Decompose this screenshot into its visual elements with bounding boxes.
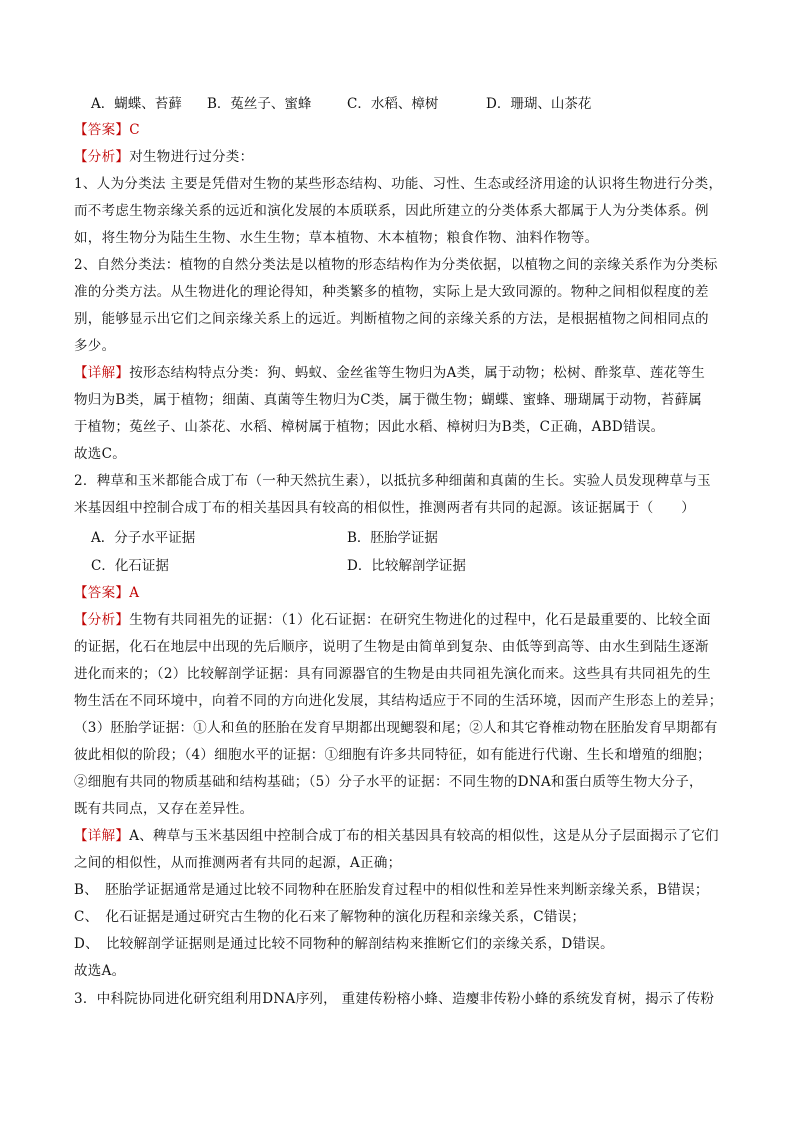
q2-stem-line: 米基因组中控制合成丁布的相关基因具有较高的相似性，推测两者有共同的起源。该证据属于（ ） — [74, 500, 695, 516]
q2-option-b: B．胚胎学证据 — [347, 530, 438, 546]
q1-analysis-line: 1、人为分类法 主要是凭借对生物的某些形态结构、功能、习性、生态或经济用途的认识将生物进行分类， — [74, 176, 723, 192]
analysis-first-line: 生物有共同祖先的证据：（1）化石证据：在研究生物进化的过程中，化石是最重要的、比较全面 — [129, 612, 711, 628]
q1-analysis-line: 准的分类方法。从生物进化的理论得知，种类繁多的植物，实际上是大致同源的。物种之间相似程度的差 — [74, 284, 709, 300]
q1-option-c: C．水稻、樟树 — [347, 96, 439, 112]
detail-tag: 【详解】 — [74, 365, 130, 381]
q2-option-a: A．分子水平证据 — [91, 530, 196, 546]
answer-value: C — [129, 122, 140, 138]
q1-answer — [74, 121, 734, 139]
q1-option-d: D．珊瑚、山茶花 — [486, 96, 592, 112]
q1-analysis-line: 别，能够显示出它们之间亲缘关系上的远近。判断植物之间的亲缘关系的方法，是根据植物之间相同点的 — [74, 311, 709, 327]
q2-answer — [74, 584, 734, 602]
q1-analysis-line: 而不考虑生物亲缘关系的远近和演化发展的本质联系，因此所建立的分类体系大都属于人为分类体系。例 — [74, 203, 709, 219]
q2-analysis-line: 的证据，化石在地层中出现的先后顺序，说明了生物是由简单到复杂、由低等到高等、由水生到陆生逐渐 — [74, 639, 709, 655]
q2-analysis-line: （3）胚胎学证据：①人和鱼的胚胎在发育早期都出现鳃裂和尾；②人和其它脊椎动物在胚胎发育早期都有 — [74, 720, 718, 736]
analysis-intro: 对生物进行过分类： — [129, 149, 254, 165]
q1-analysis-line: 如，将生物分为陆生生物、水生生物；草本植物、木本植物；粮食作物、油料作物等。 — [74, 230, 599, 246]
answer-tag: 【答案】 — [74, 122, 130, 138]
q1-conclusion: 故选C。 — [74, 446, 127, 462]
q1-option-a: A．蝴蝶、苔藓 — [91, 96, 182, 112]
q2-detail-line: 之间的相似性，从而推测两者有共同的起源，A正确； — [74, 855, 402, 871]
q2-analysis-line: 物生活在不同环境中，向着不同的方向进化发展，其结构适应于不同的生活环境，因而产生形态上的差异； — [74, 693, 723, 709]
q2-conclusion: 故选A。 — [74, 963, 126, 979]
q2-detail-heading — [74, 827, 734, 845]
q2-detail-line: D、 比较解剖学证据则是通过比较不同物种的解剖结构来推断它们的亲缘关系，D错误。 — [74, 936, 614, 952]
detail-first-line: A、稗草与玉米基因组中控制合成丁布的相关基因具有较高的相似性，这是从分子层面揭示了它们 — [129, 828, 719, 844]
q2-option-d: D．比较解剖学证据 — [347, 558, 466, 574]
q2-detail-line: B、 胚胎学证据通常是通过比较不同物种在胚胎发育过程中的相似性和差异性来判断亲缘关系，B错误； — [74, 882, 709, 898]
q2-analysis-line: 彼此相似的阶段；（4）细胞水平的证据：①细胞有许多共同特征，如有能进行代谢、生长和增殖的细胞； — [74, 747, 711, 763]
q1-analysis-heading — [74, 148, 734, 166]
q1-detail-line: 物归为B类，属于植物；细菌、真菌等生物归为C类，属于微生物；蝴蝶、蜜蜂、珊瑚属于动物，苔藓属 — [74, 392, 703, 408]
q1-option-b: B．菟丝子、蜜蜂 — [207, 96, 312, 112]
q2-analysis-line: 既有共同点，又存在差异性。 — [74, 801, 254, 817]
q2-analysis-line: ②细胞有共同的物质基础和结构基础；（5）分子水平的证据：不同生物的DNA和蛋白质等生物大分子， — [74, 774, 703, 790]
analysis-tag: 【分析】 — [74, 612, 130, 628]
q1-detail-line: 于植物；菟丝子、山茶花、水稻、樟树属于植物；因此水稻、樟树归为B类，C正确，ABD错误。 — [74, 419, 665, 435]
answer-value: A — [129, 585, 140, 601]
q1-analysis-line: 2、自然分类法：植物的自然分类法是以植物的形态结构作为分类依据，以植物之间的亲缘关系作为分类标 — [74, 257, 718, 273]
q2-analysis-heading — [74, 611, 734, 629]
detail-first-line: 按形态结构特点分类：狗、蚂蚁、金丝雀等生物归为A类，属于动物；松树、酢浆草、莲花等生 — [129, 365, 706, 381]
q2-stem-line: 2．稗草和玉米都能合成丁布（一种天然抗生素），以抵抗多种细菌和真菌的生长。实验人员发现稗草与玉 — [74, 473, 711, 489]
q1-analysis-line: 多少。 — [74, 338, 116, 354]
answer-tag: 【答案】 — [74, 585, 130, 601]
q2-option-c: C．化石证据 — [91, 558, 169, 574]
q2-detail-line: C、 化石证据是通过研究古生物的化石来了解物种的演化历程和亲缘关系，C错误； — [74, 909, 586, 925]
detail-tag: 【详解】 — [74, 828, 130, 844]
q3-stem-line: 3．中科院协同进化研究组利用DNA序列， 重建传粉榕小蜂、造瘿非传粉小蜂的系统发育树，揭示了传粉 — [74, 991, 715, 1007]
q1-detail-heading — [74, 364, 734, 382]
q2-analysis-line: 进化而来的；（2）比较解剖学证据：具有同源器官的生物是由共同祖先演化而来。这些具有共同祖先的生 — [74, 666, 711, 682]
analysis-tag: 【分析】 — [74, 149, 130, 165]
